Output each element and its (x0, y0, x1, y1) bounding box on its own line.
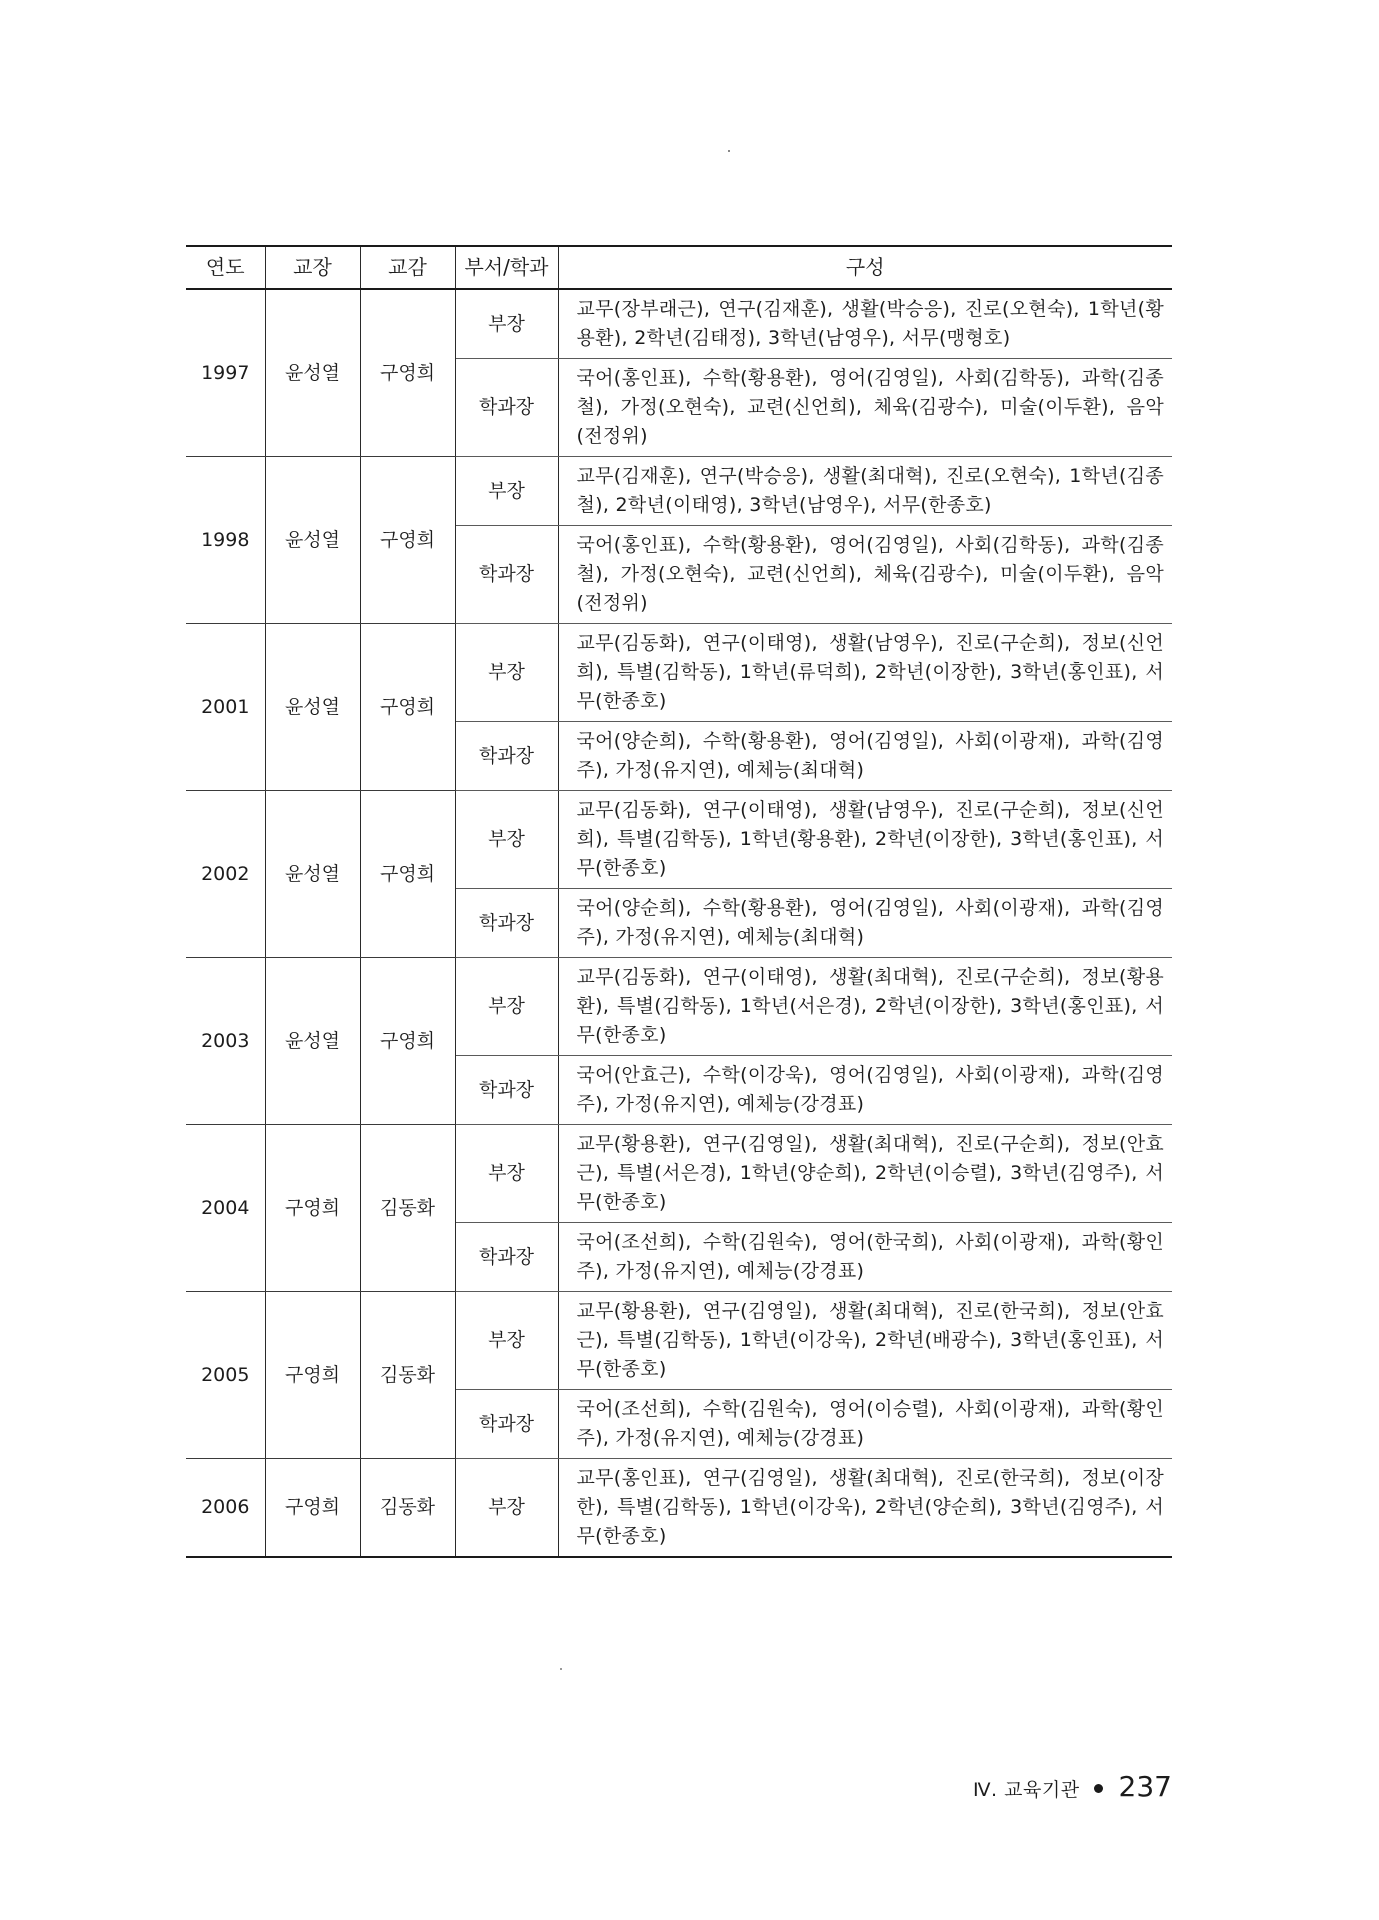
vice-principal-cell: 김동화 (360, 1459, 455, 1558)
staff-composition-table (186, 245, 1172, 1558)
year-cell: 2005 (186, 1292, 265, 1459)
composition-cell: 교무(황용환), 연구(김영일), 생활(최대혁), 진로(구순희), 정보(안효근), 특별(서은경), 1학년(양순희), 2학년(이승렬), 3학년(김영주), 서무(한종호) (558, 1125, 1172, 1223)
table-row (186, 457, 1172, 526)
table-body (186, 289, 1172, 1557)
composition-cell: 국어(홍인표), 수학(황용환), 영어(김영일), 사회(김학동), 과학(김종철), 가정(오현숙), 교련(신언희), 체육(김광수), 미술(이두환), 음악(전정위) (558, 526, 1172, 624)
chapter-title: Ⅳ. 교육기관 (973, 1779, 1080, 1801)
dept-cell: 부장 (455, 1459, 558, 1558)
dept-cell: 학과장 (455, 889, 558, 958)
dept-cell: 학과장 (455, 359, 558, 457)
composition-cell: 교무(김동화), 연구(이태영), 생활(남영우), 진로(구순희), 정보(신언희), 특별(김학동), 1학년(황용환), 2학년(이장한), 3학년(홍인표), 서무(한종호) (558, 791, 1172, 889)
year-cell: 2004 (186, 1125, 265, 1292)
composition-cell: 국어(조선희), 수학(김원숙), 영어(이승렬), 사회(이광재), 과학(황인주), 가정(유지연), 예체능(강경표) (558, 1390, 1172, 1459)
vice-principal-cell: 구영희 (360, 457, 455, 624)
vice-principal-cell: 김동화 (360, 1125, 455, 1292)
dept-cell: 부장 (455, 624, 558, 722)
vice-principal-cell: 김동화 (360, 1292, 455, 1459)
header-dept: 부서/학과 (455, 246, 558, 289)
scan-speck (728, 150, 730, 152)
dept-cell: 학과장 (455, 526, 558, 624)
bullet-dot-icon (1094, 1784, 1103, 1793)
year-cell: 2001 (186, 624, 265, 791)
composition-cell: 국어(홍인표), 수학(황용환), 영어(김영일), 사회(김학동), 과학(김종철), 가정(오현숙), 교련(신언희), 체육(김광수), 미술(이두환), 음악(전정위) (558, 359, 1172, 457)
composition-cell: 교무(장부래근), 연구(김재훈), 생활(박승응), 진로(오현숙), 1학년(황용환), 2학년(김태정), 3학년(남영우), 서무(맹형호) (558, 289, 1172, 359)
dept-cell: 부장 (455, 958, 558, 1056)
page-number: 237 (1118, 1770, 1172, 1803)
year-cell: 2006 (186, 1459, 265, 1558)
header-composition: 구성 (558, 246, 1172, 289)
composition-cell: 교무(김동화), 연구(이태영), 생활(최대혁), 진로(구순희), 정보(황용환), 특별(김학동), 1학년(서은경), 2학년(이장한), 3학년(홍인표), 서무(한종호) (558, 958, 1172, 1056)
principal-cell: 구영희 (265, 1459, 360, 1558)
principal-cell: 윤성열 (265, 457, 360, 624)
table-row (186, 958, 1172, 1056)
header-vice-principal: 교감 (360, 246, 455, 289)
composition-cell: 교무(김동화), 연구(이태영), 생활(남영우), 진로(구순희), 정보(신언희), 특별(김학동), 1학년(류덕희), 2학년(이장한), 3학년(홍인표), 서무(한종호) (558, 624, 1172, 722)
table-row (186, 1459, 1172, 1558)
year-cell: 1997 (186, 289, 265, 457)
composition-cell: 국어(조선희), 수학(김원숙), 영어(한국희), 사회(이광재), 과학(황인주), 가정(유지연), 예체능(강경표) (558, 1223, 1172, 1292)
dept-cell: 학과장 (455, 1390, 558, 1459)
principal-cell: 윤성열 (265, 791, 360, 958)
vice-principal-cell: 구영희 (360, 958, 455, 1125)
vice-principal-cell: 구영희 (360, 624, 455, 791)
table-row (186, 1125, 1172, 1223)
vice-principal-cell: 구영희 (360, 289, 455, 457)
composition-cell: 국어(안효근), 수학(이강욱), 영어(김영일), 사회(이광재), 과학(김영주), 가정(유지연), 예체능(강경표) (558, 1056, 1172, 1125)
principal-cell: 구영희 (265, 1292, 360, 1459)
principal-cell: 윤성열 (265, 958, 360, 1125)
principal-cell: 윤성열 (265, 624, 360, 791)
dept-cell: 부장 (455, 1125, 558, 1223)
principal-cell: 윤성열 (265, 289, 360, 457)
year-cell: 2003 (186, 958, 265, 1125)
dept-cell: 부장 (455, 457, 558, 526)
vice-principal-cell: 구영희 (360, 791, 455, 958)
dept-cell: 학과장 (455, 722, 558, 791)
year-cell: 2002 (186, 791, 265, 958)
composition-cell: 교무(홍인표), 연구(김영일), 생활(최대혁), 진로(한국희), 정보(이장한), 특별(김학동), 1학년(이강욱), 2학년(양순희), 3학년(김영주), 서무(한종호) (558, 1459, 1172, 1558)
dept-cell: 부장 (455, 791, 558, 889)
dept-cell: 부장 (455, 1292, 558, 1390)
dept-cell: 부장 (455, 289, 558, 359)
table-row (186, 1292, 1172, 1390)
year-cell: 1998 (186, 457, 265, 624)
table-header-row (186, 246, 1172, 289)
table-row (186, 791, 1172, 889)
dept-cell: 학과장 (455, 1056, 558, 1125)
dept-cell: 학과장 (455, 1223, 558, 1292)
composition-cell: 교무(김재훈), 연구(박승응), 생활(최대혁), 진로(오현숙), 1학년(김종철), 2학년(이태영), 3학년(남영우), 서무(한종호) (558, 457, 1172, 526)
page-footer (973, 1770, 1172, 1803)
composition-cell: 국어(양순희), 수학(황용환), 영어(김영일), 사회(이광재), 과학(김영주), 가정(유지연), 예체능(최대혁) (558, 722, 1172, 791)
table-row (186, 289, 1172, 359)
header-year: 연도 (186, 246, 265, 289)
table-row (186, 624, 1172, 722)
header-principal: 교장 (265, 246, 360, 289)
principal-cell: 구영희 (265, 1125, 360, 1292)
scan-speck (560, 1668, 562, 1670)
composition-cell: 국어(양순희), 수학(황용환), 영어(김영일), 사회(이광재), 과학(김영주), 가정(유지연), 예체능(최대혁) (558, 889, 1172, 958)
composition-cell: 교무(황용환), 연구(김영일), 생활(최대혁), 진로(한국희), 정보(안효근), 특별(김학동), 1학년(이강욱), 2학년(배광수), 3학년(홍인표), 서무(한종호) (558, 1292, 1172, 1390)
